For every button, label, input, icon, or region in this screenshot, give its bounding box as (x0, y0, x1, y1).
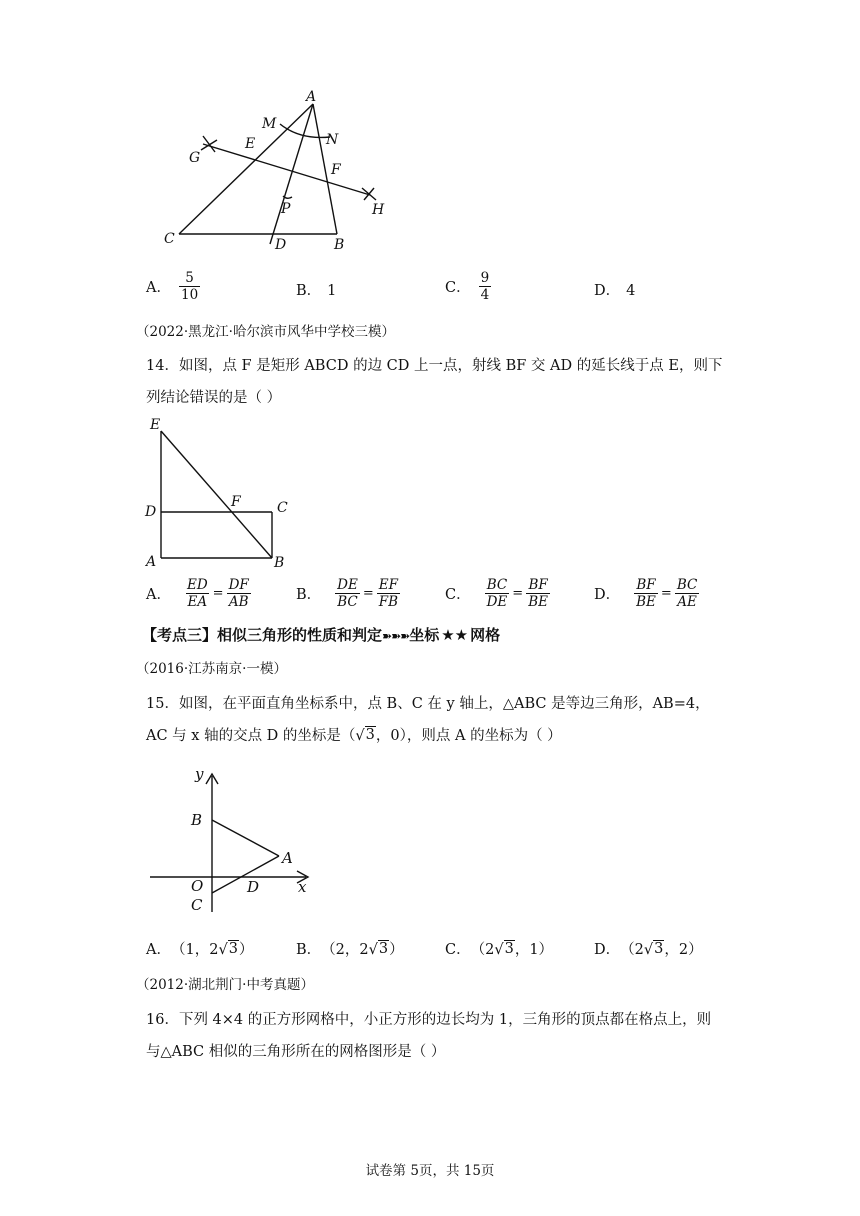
sqrt: √ 3 (218, 941, 238, 958)
section-heading: 【考点三】相似三角形的性质和判定➽➽➽坐标 ★★ 网格 (142, 626, 501, 644)
q15-option-a[interactable]: A． （1，2 √ 3 ） (146, 941, 254, 958)
sqrt: √ 3 (643, 941, 664, 958)
label-N: N (326, 132, 339, 148)
label-H: H (372, 202, 385, 218)
q15-option-b[interactable]: B． （2，2 √ 3 ） (296, 941, 404, 958)
label-B: B (191, 811, 203, 829)
fraction: $\frac{9}{4}$ (480, 270, 490, 303)
rectangle-figure (140, 412, 300, 572)
fraction-equation: $\frac{BF}{BE}$ = $\frac{BC}{AE}$ (636, 577, 698, 610)
q13-option-b[interactable]: B． 1 (296, 283, 337, 299)
q14-option-c[interactable]: C． $\frac{BC}{DE}$ = $\frac{BF}{BE}$ (445, 577, 548, 610)
label-O: O (191, 877, 204, 895)
label-C: C (277, 500, 288, 516)
label-M: M (262, 116, 277, 132)
label-y: y (195, 765, 204, 783)
label-A: A (282, 849, 293, 867)
label-x: x (298, 878, 307, 896)
fraction-equation: $\frac{ED}{EA}$ = $\frac{DF}{AB}$ (186, 577, 249, 610)
label-G: G (189, 150, 201, 166)
q14-option-a[interactable]: A． $\frac{ED}{EA}$ = $\frac{DF}{AB}$ (146, 577, 249, 610)
q15-text-line1: 15．如图，在平面直角坐标系中，点 B、C 在 y 轴上，△ABC 是等边三角形，AB=4， (146, 696, 710, 712)
q15-option-d[interactable]: D． （2 √ 3 ，2） (594, 941, 703, 958)
coordinate-figure (140, 760, 320, 920)
page-footer: 试卷第 5页，共 15页 (365, 1163, 495, 1179)
label-D: D (247, 878, 260, 896)
label-D: D (145, 504, 157, 520)
q14-source: （2022·黑龙江·哈尔滨市风华中学校三模） (136, 324, 395, 340)
q15-text-line2: AC 与 x 轴的交点 D 的坐标是（ √ 3 ，0），则点 A 的坐标为（ ） (146, 727, 562, 744)
label-P: P (281, 201, 291, 217)
fraction: $\frac{5}{10}$ (180, 270, 199, 303)
label-C: C (164, 231, 175, 247)
label-A: A (306, 89, 317, 105)
q13-option-a[interactable]: A． $\frac{5}{10}$ (146, 270, 199, 303)
q14-text-line2: 列结论错误的是（ ） (146, 390, 282, 406)
label-C: C (191, 896, 203, 914)
label-F: F (231, 494, 241, 510)
fraction-equation: $\frac{DE}{BC}$ = $\frac{EF}{FB}$ (337, 577, 399, 610)
q14-option-b[interactable]: B． $\frac{DE}{BC}$ = $\frac{EF}{FB}$ (296, 577, 399, 610)
q13-option-c[interactable]: C． $\frac{9}{4}$ (445, 270, 490, 303)
q15-source: （2016·江苏南京·一模） (136, 661, 287, 677)
q13-option-d[interactable]: D． 4 (594, 283, 636, 299)
triangle-construction-figure (150, 85, 410, 255)
label-A: A (146, 554, 157, 570)
q16-text-line2: 与△ABC 相似的三角形所在的网格图形是（ ） (146, 1044, 446, 1060)
label-E: E (150, 417, 161, 433)
label-E: E (245, 136, 256, 152)
label-B: B (274, 555, 285, 571)
sqrt: √ 3 (368, 941, 389, 958)
q16-text-line1: 16．下列 4×4 的正方形网格中，小正方形的边长均为 1，三角形的顶点都在格点上，则 (146, 1012, 712, 1028)
label-F: F (331, 162, 341, 178)
q14-text-line1: 14．如图，点 F 是矩形 ABCD 的边 CD 上一点，射线 BF 交 AD 的延长线于点 E，则下 (146, 358, 723, 374)
q16-source: （2012·湖北荆门·中考真题） (136, 977, 314, 993)
sqrt: √ 3 (494, 941, 514, 958)
fraction-equation: $\frac{BC}{DE}$ = $\frac{BF}{BE}$ (486, 577, 548, 610)
label-B: B (334, 237, 345, 253)
arrows-icon: ➽➽➽ (382, 629, 410, 643)
star-icon: ★★ (441, 626, 469, 644)
label-D: D (275, 237, 287, 253)
sqrt: √ 3 (355, 727, 375, 744)
q15-option-c[interactable]: C． （2 √ 3 ，1） (445, 941, 554, 958)
q14-option-d[interactable]: D． $\frac{BF}{BE}$ = $\frac{BC}{AE}$ (594, 577, 698, 610)
